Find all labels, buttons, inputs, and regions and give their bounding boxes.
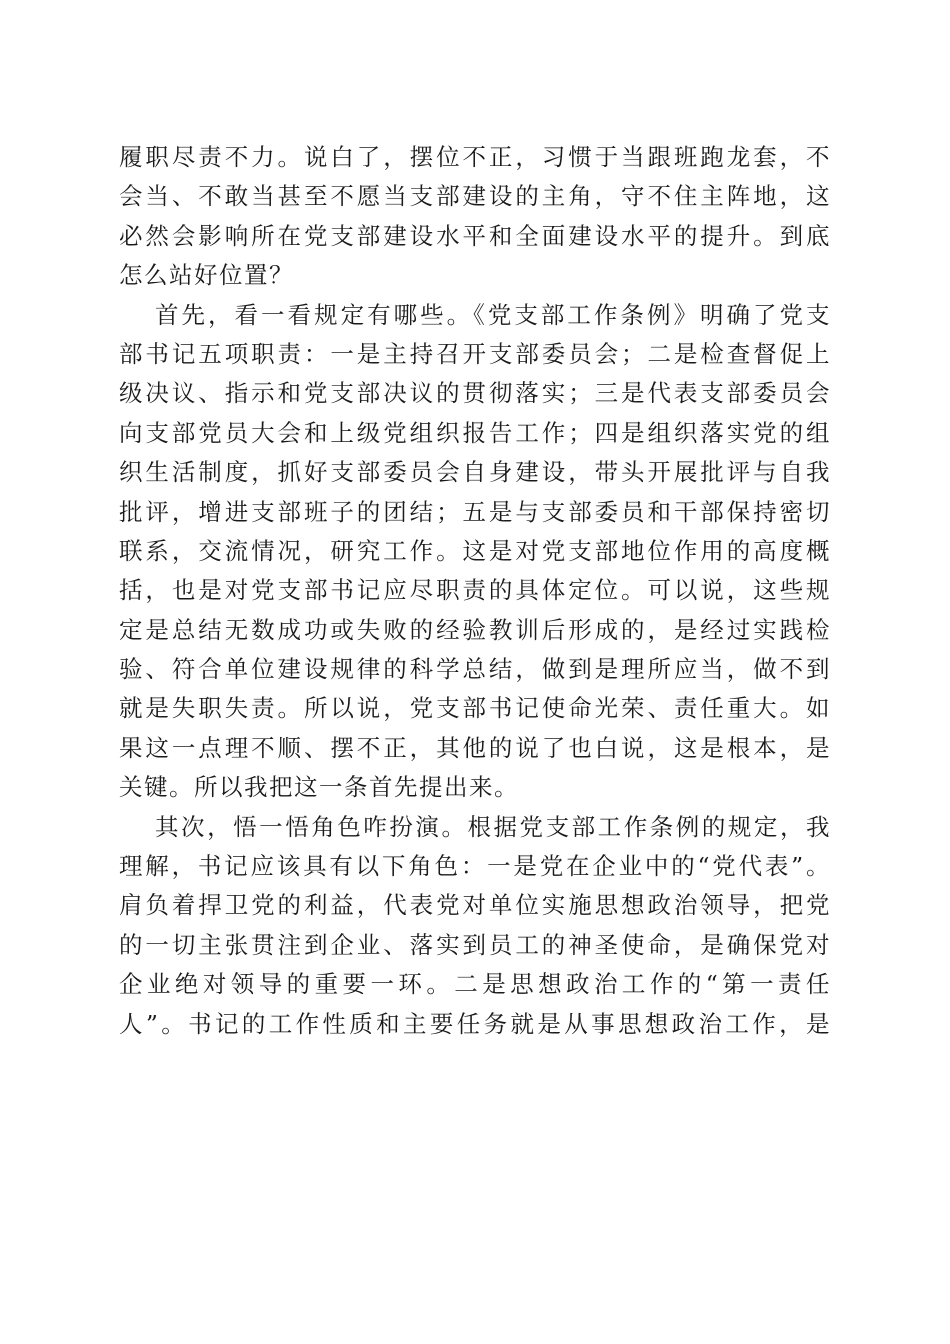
paragraph-line: 括，也是对党支部书记应尽职责的具体定位。可以说，这些规 [119,576,831,605]
paragraph-line: 履职尽责不力。说白了，摆位不正，习惯于当跟班跑龙套，不 [119,143,831,171]
paragraph-line: 肩负着捍卫党的利益，代表党对单位实施思想政治领导，把党 [119,891,831,920]
paragraph-line: 理解，书记应该具有以下角色：一是党在企业中的“党代表”。 [119,852,831,881]
paragraph-line: 验、符合单位建设规律的科学总结，做到是理所应当，做不到 [119,655,831,684]
paragraph-line: 会当、不敢当甚至不愿当支部建设的主角，守不住主阵地，这 [119,182,831,211]
paragraph-line: 批评，增进支部班子的团结；五是与支部委员和干部保持密切 [119,497,831,526]
paragraph-line: 关键。所以我把这一条首先提出来。 [119,773,519,802]
paragraph-2 [119,296,831,808]
paragraph-line: 就是失职失责。所以说，党支部书记使命光荣、责任重大。如 [119,694,831,723]
paragraph-line: 织生活制度，抓好支部委员会自身建设，带头开展批评与自我 [119,458,831,487]
paragraph-line: 其次，悟一悟角色咋扮演。根据党支部工作条例的规定，我 [155,812,831,841]
paragraph-1 [119,138,831,296]
paragraph-line: 级决议、指示和党支部决议的贯彻落实；三是代表支部委员会 [119,379,831,408]
paragraph-3 [119,808,831,1044]
paragraph-line: 的一切主张贯注到企业、落实到员工的神圣使命，是确保党对 [119,930,831,959]
paragraph-line: 定是总结无数成功或失败的经验教训后形成的，是经过实践检 [119,615,831,644]
paragraph-line: 怎么站好位置？ [119,261,294,290]
paragraph-line: 部书记五项职责：一是主持召开支部委员会；二是检查督促上 [119,339,831,368]
paragraph-line: 联系，交流情况，研究工作。这是对党支部地位作用的高度概 [119,536,831,565]
paragraph-line: 向支部党员大会和上级党组织报告工作；四是组织落实党的组 [119,418,831,447]
paragraph-line: 必然会影响所在党支部建设水平和全面建设水平的提升。到底 [119,221,831,250]
document-body [119,138,831,1044]
paragraph-line: 企业绝对领导的重要一环。二是思想政治工作的“第一责任 [119,970,831,999]
paragraph-line: 首先，看一看规定有哪些。《党支部工作条例》明确了党支 [155,300,831,329]
paragraph-line: 人”。书记的工作性质和主要任务就是从事思想政治工作，是 [119,1009,831,1038]
paragraph-line: 果这一点理不顺、摆不正，其他的说了也白说，这是根本，是 [119,733,831,762]
